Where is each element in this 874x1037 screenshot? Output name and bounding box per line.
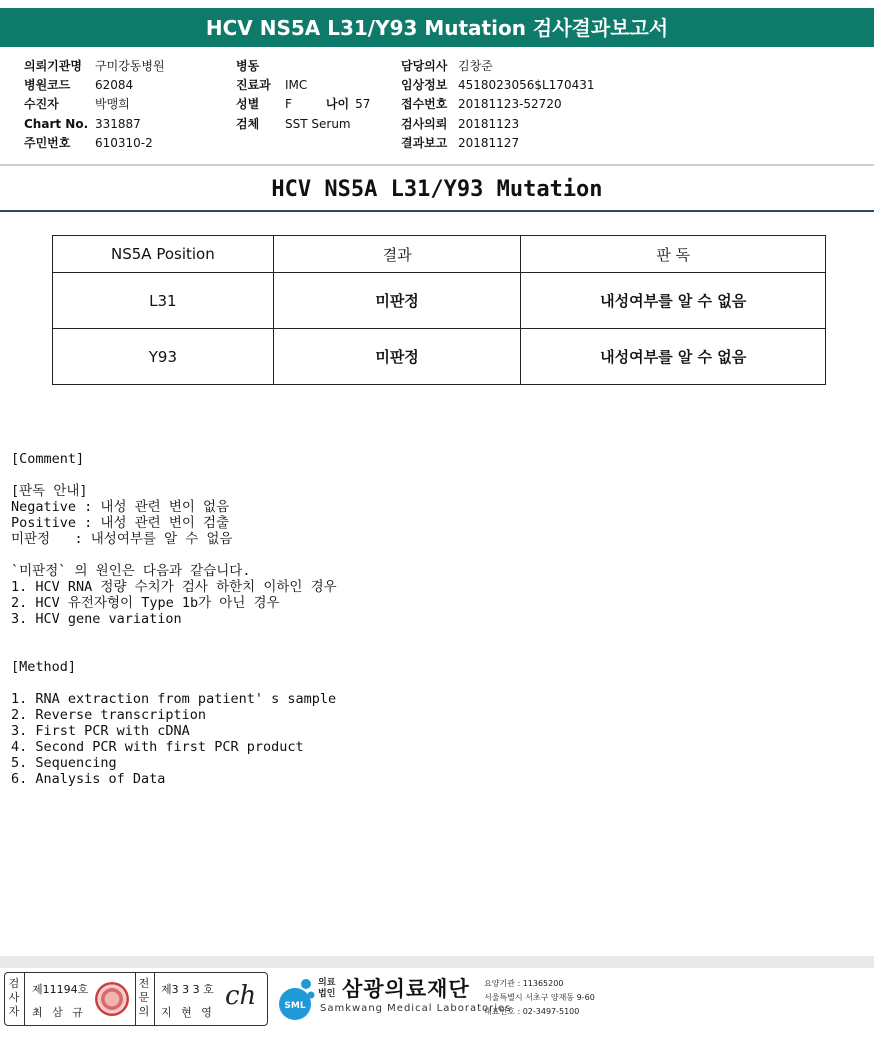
cell-result: 미판정 xyxy=(273,273,521,329)
specialist-label xyxy=(137,977,151,1019)
info-row-institution xyxy=(24,57,165,76)
label-char: 검 xyxy=(8,977,20,990)
divider xyxy=(0,210,874,212)
column-header-result: 결과 xyxy=(273,236,521,273)
label-char: 문 xyxy=(138,991,150,1004)
report-header xyxy=(0,8,874,47)
info-row-chart-no xyxy=(24,115,165,134)
org-contact-info xyxy=(484,977,595,1019)
info-value: 박맹희 xyxy=(95,97,130,112)
results-table xyxy=(52,235,826,385)
info-label: 의뢰기관명 xyxy=(24,59,82,73)
info-label: 성별 xyxy=(236,97,260,112)
info-label: 나이 xyxy=(325,97,350,112)
label-char: 의 xyxy=(138,1005,150,1018)
label-char: 자 xyxy=(8,1005,20,1018)
info-value: 57 xyxy=(355,97,371,112)
info-row-hospital-code xyxy=(24,76,165,95)
header-title: HCV NS5A L31/Y93 Mutation 검사결과보고서 xyxy=(205,16,669,40)
info-label: 병동 xyxy=(236,59,260,73)
info-row-dept xyxy=(236,76,370,95)
info-row-sex-age xyxy=(236,95,370,114)
examiner-label xyxy=(7,977,21,1019)
info-label: 접수번호 xyxy=(401,97,448,112)
specialist-name: 지 현 영 xyxy=(161,1006,215,1019)
org-phone: 대표번호 : 02-3497-5100 xyxy=(484,1007,580,1016)
divider xyxy=(0,164,874,166)
info-row-request-date xyxy=(401,115,594,134)
divider xyxy=(135,973,136,1025)
info-value: 20181123-52720 xyxy=(458,97,562,112)
examiner-license-number: 제11194호 xyxy=(32,983,89,996)
official-seal-icon xyxy=(95,982,129,1016)
comment-section: [Comment] [판독 안내] Negative : 내성 관련 변이 없음 Positive : 내성 관련 변이 검출 미판정 : 내성여부를 알 수 없음 `미판정` 의 원인은 다음과 같습니다. 1. HCV RNA 정량 수치가 검사 하한치 이하인 경우 2. HCV 유전자형이 Type 1b가 아닌 경우 3. HCV gene variation [Method] 1. RNA extraction from patient' s sample 2. Reverse transcription 3. First PCR with cDNA 4. Second PCR with first PCR product 5. Sequencing 6. Analysis of Data xyxy=(11,451,337,787)
org-name: 삼광의료재단 xyxy=(342,977,470,1001)
handwritten-signature-icon: ch xyxy=(225,981,257,1011)
info-row-doctor xyxy=(401,57,594,76)
info-label: 진료과 xyxy=(236,78,271,93)
org-address: 서울특별시 서초구 양재동 9-60 xyxy=(484,993,595,1002)
info-label: 병원코드 xyxy=(24,78,71,93)
info-label: Chart No. xyxy=(24,116,89,131)
org-type: 의료법인 xyxy=(318,978,336,999)
info-label: 검체 xyxy=(236,116,260,131)
info-row-ward xyxy=(236,57,370,76)
cell-interpretation: 내성여부를 알 수 없음 xyxy=(521,329,826,385)
org-english-name: Samkwang Medical Laboratories xyxy=(320,1003,512,1014)
info-value: IMC xyxy=(285,78,308,93)
info-value: 20181123 xyxy=(458,116,520,131)
divider xyxy=(154,973,155,1025)
info-row-report-date xyxy=(401,134,594,153)
report-title: HCV NS5A L31/Y93 Mutation xyxy=(271,177,603,202)
cell-position: L31 xyxy=(53,273,274,329)
info-value: SST Serum xyxy=(285,116,351,131)
cell-position: Y93 xyxy=(53,329,274,385)
info-value: 331887 xyxy=(95,116,141,131)
info-row-clinical-info xyxy=(401,76,594,95)
table-row xyxy=(53,329,826,385)
info-label: 담당의사 xyxy=(401,59,448,73)
sml-logo-icon xyxy=(272,976,318,1022)
info-value: F xyxy=(285,97,292,112)
label-char: 전 xyxy=(138,977,150,990)
column-header-interpretation: 판 독 xyxy=(521,236,826,273)
footer-divider xyxy=(0,956,874,968)
patient-info-col3 xyxy=(401,57,594,153)
signature-box xyxy=(4,972,268,1026)
column-header-position: NS5A Position xyxy=(53,236,274,273)
info-value: 김창준 xyxy=(458,59,493,73)
info-label: 검사의뢰 xyxy=(401,116,448,131)
table-row xyxy=(53,273,826,329)
patient-info-col1 xyxy=(24,57,165,153)
info-value: 4518023056$L170431 xyxy=(458,78,595,93)
info-label: 결과보고 xyxy=(401,135,448,150)
examiner-name: 최 삼 규 xyxy=(32,1006,86,1019)
logo-text: SML xyxy=(284,1001,306,1011)
cell-interpretation: 내성여부를 알 수 없음 xyxy=(521,273,826,329)
info-row-patient xyxy=(24,95,165,114)
divider xyxy=(24,973,25,1025)
info-label: 임상정보 xyxy=(401,78,448,93)
table-header-row xyxy=(53,236,826,273)
info-value: 구미강동병원 xyxy=(95,59,165,73)
label-char: 사 xyxy=(8,991,20,1004)
info-value: 62084 xyxy=(95,78,134,93)
info-row-accession xyxy=(401,95,594,114)
patient-info-col2 xyxy=(236,57,370,134)
info-label: 주민번호 xyxy=(24,135,71,150)
org-code: 요양기관 : 11365200 xyxy=(484,979,564,988)
specialist-license-number: 제3 3 3 호 xyxy=(161,983,214,996)
info-row-resident-no xyxy=(24,134,165,153)
cell-result: 미판정 xyxy=(273,329,521,385)
info-label: 수진자 xyxy=(24,97,59,112)
info-value: 20181127 xyxy=(458,135,520,150)
info-value: 610310-2 xyxy=(95,135,153,150)
info-row-specimen xyxy=(236,115,370,134)
